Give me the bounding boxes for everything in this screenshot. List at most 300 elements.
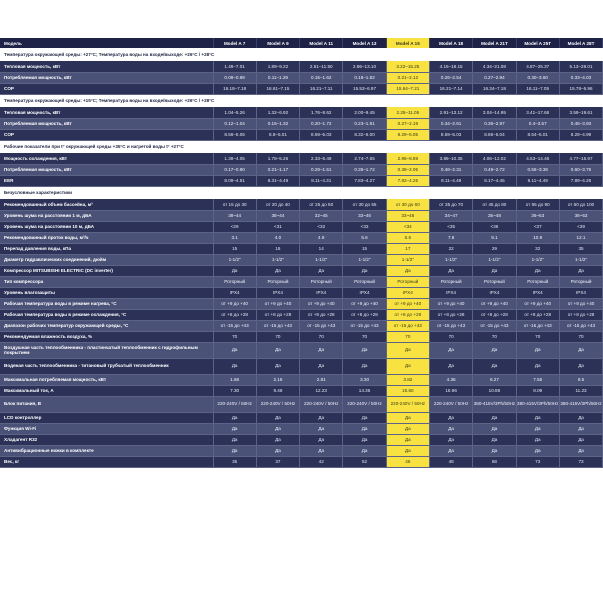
model-header: Model A 7 <box>213 38 256 48</box>
table-cell: 8.59–5.03 <box>429 129 472 140</box>
table-row <box>0 118 603 129</box>
table-cell: 0.09–0.98 <box>213 72 256 83</box>
table-cell: от 30 до 55 <box>343 199 386 210</box>
table-cell: IPX4 <box>429 287 472 298</box>
table-cell: 14.35 <box>343 385 386 396</box>
table-row <box>0 423 603 434</box>
table-cell: 2.51–11.50 <box>300 61 343 72</box>
table-cell: IPX4 <box>300 287 343 298</box>
table-cell: 16.34–7.18 <box>473 83 516 94</box>
table-cell: <37 <box>516 221 559 232</box>
table-cell: Да <box>559 265 602 276</box>
table-cell: <31 <box>256 221 299 232</box>
table-cell: Да <box>343 423 386 434</box>
table-cell: Да <box>256 423 299 434</box>
table-cell: 8.8–5.01 <box>256 129 299 140</box>
table-cell: 0.49–2.72 <box>473 164 516 175</box>
table-cell: 3.41–17.66 <box>516 107 559 118</box>
table-cell: 1-1/2" <box>516 254 559 265</box>
table-cell: 0.23–1.91 <box>343 118 386 129</box>
table-cell: <33 <box>343 221 386 232</box>
table-cell-highlighted: 33~46 <box>386 210 429 221</box>
model-header: Model A 18 <box>429 38 472 48</box>
table-cell: 9.1 <box>473 232 516 243</box>
table-cell: 0.30–3.60 <box>516 72 559 83</box>
table-cell: 73 <box>559 456 602 467</box>
table-cell: от +9 до +40 <box>516 298 559 309</box>
table-cell: от -15 до +43 <box>559 320 602 331</box>
table-cell: от -15 до +43 <box>473 320 516 331</box>
table-row <box>0 309 603 320</box>
table-row <box>0 199 603 210</box>
table-cell: 220-240V / 50Hz <box>429 396 472 412</box>
table-cell: Да <box>256 412 299 423</box>
table-cell-highlighted: Да <box>386 265 429 276</box>
table-cell: от +8 до +28 <box>300 309 343 320</box>
table-cell: Да <box>559 342 602 358</box>
table-cell: 380-415V/3Ph/50Hz <box>559 396 602 412</box>
table-row <box>0 83 603 94</box>
row-label: Потребляемая мощность, кВт <box>0 164 213 175</box>
table-cell: 380-415V/3Ph/50Hz <box>473 396 516 412</box>
table-cell: от +8 до +28 <box>343 309 386 320</box>
table-cell: 0.11–1.29 <box>256 72 299 83</box>
table-cell: Да <box>473 445 516 456</box>
section-header-row <box>0 94 603 107</box>
table-cell: 42 <box>300 456 343 467</box>
table-cell: 6.27 <box>473 374 516 385</box>
table-cell: 380-415V/3Ph/50Hz <box>516 396 559 412</box>
table-cell: 37 <box>256 456 299 467</box>
table-row <box>0 164 603 175</box>
table-cell: Роторный <box>473 276 516 287</box>
table-cell: 70 <box>559 331 602 342</box>
table-cell-highlighted: 2.25–11.05 <box>386 107 429 118</box>
table-row <box>0 342 603 358</box>
table-cell: Да <box>300 445 343 456</box>
table-cell: 8.09 <box>516 385 559 396</box>
table-cell: от +9 до +40 <box>213 298 256 309</box>
table-row <box>0 61 603 72</box>
table-cell: 15 <box>213 243 256 254</box>
table-cell: Да <box>559 412 602 423</box>
table-row <box>0 221 603 232</box>
table-cell: 1-1/2" <box>213 254 256 265</box>
table-cell: 0.33–4.03 <box>559 72 602 83</box>
table-cell: 8.5 <box>559 374 602 385</box>
table-cell: Да <box>516 423 559 434</box>
table-cell: Да <box>343 412 386 423</box>
row-label: Рекомендованный объем бассейна, м³ <box>0 199 213 210</box>
table-cell: Да <box>213 342 256 358</box>
table-cell-highlighted: 16.60 <box>386 385 429 396</box>
table-cell: 8.11–4.49 <box>516 175 559 186</box>
table-cell: IPX4 <box>559 287 602 298</box>
row-label: Вес, кг <box>0 456 213 467</box>
table-cell: 4.87–25.37 <box>516 61 559 72</box>
table-row <box>0 358 603 374</box>
table-row <box>0 287 603 298</box>
row-label: Рабочая температура воды в режиме нагрева, °С <box>0 298 213 309</box>
table-cell: Да <box>300 412 343 423</box>
table-cell: <36 <box>473 221 516 232</box>
table-cell: 0.26–2.54 <box>429 72 472 83</box>
model-header-highlighted: Model A 15 <box>386 38 429 48</box>
table-cell: 1.32–6.92 <box>256 107 299 118</box>
table-cell: <39 <box>559 221 602 232</box>
table-cell: Роторный <box>559 276 602 287</box>
model-column-header: Модель <box>0 38 213 48</box>
table-cell-highlighted: 8.29–5.05 <box>386 129 429 140</box>
row-label: Уровень влагозащиты <box>0 287 213 298</box>
row-label: Блок питания, В <box>0 396 213 412</box>
table-cell: от +8 до +28 <box>473 309 516 320</box>
table-cell: 2.74–7.65 <box>343 153 386 164</box>
table-cell: от -15 до +43 <box>300 320 343 331</box>
table-cell: Да <box>473 434 516 445</box>
table-row <box>0 243 603 254</box>
table-cell: Да <box>300 342 343 358</box>
row-label: Рекомендованный проток воды, м³/ч <box>0 232 213 243</box>
row-label: Компрессор MITSUBISHI ELECTRIC (DC inverter) <box>0 265 213 276</box>
table-cell: 1.04–5.26 <box>213 107 256 118</box>
table-cell: IPX4 <box>256 287 299 298</box>
table-row <box>0 254 603 265</box>
table-cell: 0.17–0.90 <box>213 164 256 175</box>
table-cell: 16.21–7.14 <box>429 83 472 94</box>
table-cell: 0.4–3.57 <box>516 118 559 129</box>
table-cell: Да <box>473 423 516 434</box>
table-cell-highlighted: Да <box>386 358 429 374</box>
table-cell-highlighted: от 30 до 60 <box>386 199 429 210</box>
table-cell: <32 <box>300 221 343 232</box>
table-cell: 18.96 <box>429 385 472 396</box>
table-cell: Да <box>559 423 602 434</box>
table-cell: от -15 до +43 <box>343 320 386 331</box>
table-cell: Да <box>473 342 516 358</box>
table-cell-highlighted: 7.82–4.25 <box>386 175 429 186</box>
table-cell: 70 <box>213 331 256 342</box>
table-cell: 16.21–7.11 <box>300 83 343 94</box>
table-cell: Да <box>559 358 602 374</box>
spec-sheet <box>0 38 603 468</box>
table-cell: от +8 до +28 <box>429 309 472 320</box>
table-cell: 7.8 <box>429 232 472 243</box>
table-cell: 22 <box>429 243 472 254</box>
table-cell: Да <box>300 434 343 445</box>
table-cell: 4.34–21.08 <box>473 61 516 72</box>
table-cell-highlighted: от -15 до +43 <box>386 320 429 331</box>
table-cell: от -15 до +43 <box>429 320 472 331</box>
table-row <box>0 445 603 456</box>
table-cell: Роторный <box>256 276 299 287</box>
row-label: Уровень шума на расстоянии 1 м, дБА <box>0 210 213 221</box>
table-cell: от +8 до +28 <box>559 309 602 320</box>
table-cell: 1.48–7.01 <box>213 61 256 72</box>
table-cell: 48 <box>429 456 472 467</box>
table-cell: Да <box>473 265 516 276</box>
table-cell: 8.17–4.45 <box>473 175 516 186</box>
table-cell: 14 <box>300 243 343 254</box>
table-cell: Да <box>213 358 256 374</box>
table-cell: IPX4 <box>516 287 559 298</box>
table-cell: Роторный <box>213 276 256 287</box>
table-cell: Да <box>516 265 559 276</box>
table-cell: Да <box>516 412 559 423</box>
table-row <box>0 107 603 118</box>
table-cell: 33~46 <box>343 210 386 221</box>
table-cell: Да <box>343 265 386 276</box>
table-cell: 36~53 <box>516 210 559 221</box>
table-cell: от +8 до +28 <box>256 309 299 320</box>
row-label: Водяная часть теплообменника - титановый трубчатый теплообменник <box>0 358 213 374</box>
row-label: Перепад давления воды, кПа <box>0 243 213 254</box>
table-cell: 16 <box>256 243 299 254</box>
table-cell: 0.45–3.93 <box>559 118 602 129</box>
table-cell: от 60 до 100 <box>559 199 602 210</box>
table-cell: 32 <box>516 243 559 254</box>
table-cell: Да <box>429 358 472 374</box>
table-cell: 0.48–2.31 <box>429 164 472 175</box>
table-cell: 3.86–10.35 <box>429 153 472 164</box>
row-label: Мощность охлаждения, кВт <box>0 153 213 164</box>
table-row <box>0 232 603 243</box>
table-cell: 8.11–4.31 <box>300 175 343 186</box>
table-cell: 35 <box>559 243 602 254</box>
table-cell: 68 <box>473 456 516 467</box>
table-cell: 29 <box>473 243 516 254</box>
table-cell: IPX4 <box>213 287 256 298</box>
table-cell-highlighted: 70 <box>386 331 429 342</box>
row-label: Потребляемая мощность, кВт <box>0 118 213 129</box>
table-body <box>0 48 603 467</box>
table-cell: 11.23 <box>559 385 602 396</box>
table-cell: IPX4 <box>473 287 516 298</box>
model-header: Model A 9 <box>256 38 299 48</box>
table-cell: Роторный <box>516 276 559 287</box>
table-cell: Да <box>473 358 516 374</box>
table-cell: 15 <box>343 243 386 254</box>
table-cell: 220-240V / 50Hz <box>300 396 343 412</box>
table-cell: Да <box>559 434 602 445</box>
table-row <box>0 374 603 385</box>
table-cell: 70 <box>300 331 343 342</box>
table-cell-highlighted: 1-1/2" <box>386 254 429 265</box>
table-cell: 32~45 <box>300 210 343 221</box>
table-cell: 34~47 <box>429 210 472 221</box>
row-label: Рабочая температура воды в режиме охлаждения, °С <box>0 309 213 320</box>
table-cell: 15.53–6.97 <box>343 83 386 94</box>
table-cell: Да <box>516 434 559 445</box>
table-cell-highlighted: IPX4 <box>386 287 429 298</box>
table-cell: 8.56–5.06 <box>213 129 256 140</box>
section-header-row <box>0 186 603 199</box>
table-row <box>0 331 603 342</box>
table-cell: Да <box>256 265 299 276</box>
table-cell-highlighted: 6.6 <box>386 232 429 243</box>
table-cell-highlighted: 2.96–8.89 <box>386 153 429 164</box>
row-label: Максимальный ток, А <box>0 385 213 396</box>
table-cell: 2.86–13.10 <box>343 61 386 72</box>
table-cell: Да <box>343 434 386 445</box>
table-cell: 8.54–5.01 <box>516 129 559 140</box>
row-label: Диаметр гидравлических соединений, дюйм <box>0 254 213 265</box>
model-header: Model A 11 <box>300 38 343 48</box>
row-label: Максимальная потребляемая мощность, кВт <box>0 374 213 385</box>
row-label: LCD контроллер <box>0 412 213 423</box>
row-label: Тип компрессора <box>0 276 213 287</box>
table-cell: Да <box>559 445 602 456</box>
table-cell: 8.29–4.99 <box>559 129 602 140</box>
table-cell-highlighted: Да <box>386 342 429 358</box>
section-header-row <box>0 140 603 153</box>
table-cell: Да <box>256 445 299 456</box>
table-cell: 52 <box>343 456 386 467</box>
table-cell: IPX4 <box>343 287 386 298</box>
table-cell: 0.36–2.97 <box>473 118 516 129</box>
table-cell: от 25 до 50 <box>300 199 343 210</box>
table-row <box>0 276 603 287</box>
table-row <box>0 456 603 467</box>
table-cell: от 15 до 30 <box>213 199 256 210</box>
table-cell: от +9 до +40 <box>429 298 472 309</box>
table-cell: 2.91–13.12 <box>429 107 472 118</box>
table-cell: 1-1/2" <box>343 254 386 265</box>
table-cell: Да <box>343 445 386 456</box>
table-cell: 15.78–6.96 <box>559 83 602 94</box>
row-label: Потребляемая мощность, кВт <box>0 72 213 83</box>
table-cell: от +9 до +40 <box>343 298 386 309</box>
table-cell: Да <box>213 445 256 456</box>
table-cell-highlighted: 220-240V / 50Hz <box>386 396 429 412</box>
row-label: Воздушная часть теплообменника - пластинчатый теплообменник с гидрофильным покрытием <box>0 342 213 358</box>
table-cell-highlighted: 3.82 <box>386 374 429 385</box>
header-row <box>0 38 603 48</box>
table-cell: от -15 до +43 <box>256 320 299 331</box>
table-cell: 38~44 <box>213 210 256 221</box>
table-row <box>0 412 603 423</box>
table-cell: 70 <box>256 331 299 342</box>
table-cell: Роторный <box>343 276 386 287</box>
table-cell: 70 <box>516 331 559 342</box>
table-cell: от 20 до 40 <box>256 199 299 210</box>
table-cell: 2.18 <box>256 374 299 385</box>
table-cell: 3.1 <box>213 232 256 243</box>
row-label: Рекомендуемая влажность воздуха, % <box>0 331 213 342</box>
table-cell: 7.89–4.26 <box>559 175 602 186</box>
table-cell: Роторный <box>429 276 472 287</box>
table-cell: Да <box>429 412 472 423</box>
table-row <box>0 320 603 331</box>
table-cell: 4.15–18.15 <box>429 61 472 72</box>
table-row <box>0 298 603 309</box>
table-cell: 8.31–4.49 <box>256 175 299 186</box>
section-title: Безусловные характеристики <box>0 186 603 199</box>
table-cell: 4.06–12.02 <box>473 153 516 164</box>
table-cell: 1-1/2" <box>256 254 299 265</box>
table-cell: 38~44 <box>256 210 299 221</box>
table-cell-highlighted: Роторный <box>386 276 429 287</box>
table-cell: Да <box>256 342 299 358</box>
table-cell: 35~48 <box>473 210 516 221</box>
table-cell: 0.29–1.51 <box>300 164 343 175</box>
table-cell: 36~53 <box>559 210 602 221</box>
table-cell: 5.6 <box>343 232 386 243</box>
table-cell: 10.9 <box>516 232 559 243</box>
table-cell: 1.89–9.22 <box>256 61 299 72</box>
table-row <box>0 265 603 276</box>
table-cell: Да <box>343 358 386 374</box>
specification-table <box>0 38 603 468</box>
row-label: Антивибрационные ножки в комплекте <box>0 445 213 456</box>
table-cell-highlighted: Да <box>386 412 429 423</box>
table-cell: 0.56–3.36 <box>516 164 559 175</box>
table-cell: 4.36 <box>429 374 472 385</box>
table-cell: 0.18–1.82 <box>343 72 386 83</box>
table-cell: Да <box>300 265 343 276</box>
table-cell: 35 <box>213 456 256 467</box>
table-cell: Да <box>256 358 299 374</box>
table-cell-highlighted: 0.38–2.05 <box>386 164 429 175</box>
table-cell: 4.0 <box>256 232 299 243</box>
row-label: Диапазон рабочих температур окружающей среды, °С <box>0 320 213 331</box>
table-cell: <29 <box>213 221 256 232</box>
table-cell: 12.1 <box>559 232 602 243</box>
table-cell: 0.27–2.94 <box>473 72 516 83</box>
section-header-row <box>0 48 603 61</box>
table-cell: 0.15–1.62 <box>300 72 343 83</box>
section-title: Рабочие показатели при t° окружающей среды +35°C и нагретой воды t° +27°C <box>0 140 603 153</box>
table-cell: 1-1/2" <box>559 254 602 265</box>
table-cell: от +8 до +28 <box>516 309 559 320</box>
table-cell-highlighted: 0.21–2.12 <box>386 72 429 83</box>
section-title: Температура окружающей среды: +15°C; Температура воды на входе/выходе: +26°C / +28°C <box>0 94 603 107</box>
table-cell-highlighted: Да <box>386 423 429 434</box>
table-cell: 16.18–7.18 <box>213 83 256 94</box>
table-row <box>0 434 603 445</box>
table-cell: 9.48 <box>256 385 299 396</box>
row-label: Функция Wi-Fi <box>0 423 213 434</box>
table-cell: 8.09–4.51 <box>213 175 256 186</box>
table-row <box>0 129 603 140</box>
table-cell: 4.9 <box>300 232 343 243</box>
table-cell: Да <box>429 445 472 456</box>
table-cell: 12.23 <box>300 385 343 396</box>
table-cell: 0.60–3.75 <box>559 164 602 175</box>
table-cell-highlighted: 46 <box>386 456 429 467</box>
table-cell: Да <box>473 412 516 423</box>
table-cell: от +9 до +40 <box>473 298 516 309</box>
table-cell: 70 <box>429 331 472 342</box>
table-cell: Да <box>213 423 256 434</box>
table-cell: 0.20–1.72 <box>300 118 343 129</box>
table-cell: Да <box>343 342 386 358</box>
table-cell: 7.30 <box>213 385 256 396</box>
table-cell: 0.21–1.17 <box>256 164 299 175</box>
table-cell: 1.68 <box>213 374 256 385</box>
row-label: Хладагент R32 <box>0 434 213 445</box>
table-cell: от +8 до +28 <box>213 309 256 320</box>
table-cell-highlighted: 0.27–2.19 <box>386 118 429 129</box>
table-cell: Да <box>213 265 256 276</box>
table-cell: 3.04–14.95 <box>473 107 516 118</box>
table-cell-highlighted: 3.22–15.25 <box>386 61 429 72</box>
table-cell: 3.30 <box>343 374 386 385</box>
row-label: Тепловая мощность, кВт <box>0 61 213 72</box>
table-cell: Да <box>213 412 256 423</box>
table-cell: <35 <box>429 221 472 232</box>
table-cell: Да <box>429 265 472 276</box>
